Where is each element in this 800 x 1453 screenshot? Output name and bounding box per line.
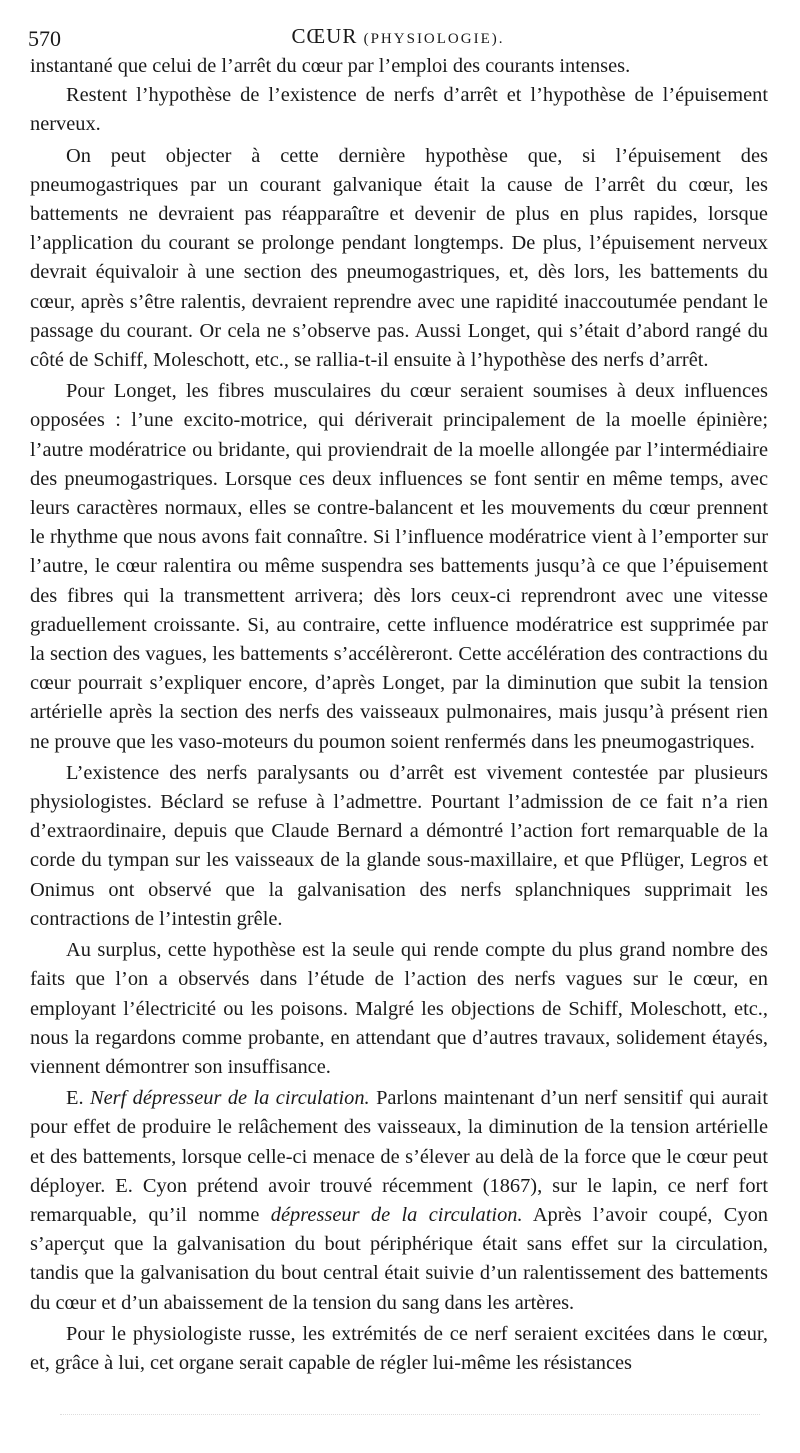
paragraph: On peut objecter à cette dernière hypothèse que, si l’épuisement des pneumogastriques par un courant galvanique était la cause de l’arrêt du cœur, les battements ne devraient pas réapparaître et devenir de plus en plus rapides, lorsque l’application du courant se prolonge pendant longtemps. De plus, l’épuisement nerveux devrait équivaloir à une section des pneumogastriques, et, dès lors, les battements du cœur, après s’être ralentis, devraient reprendre avec une rapidité inaccoutumée pendant le passage du courant. Or cela ne s’observe pas. Aussi Longet, qui s’était d’abord rangé du côté de Schiff, Moleschott, etc., se rallia-t-il ensuite à l’hypothèse des nerfs d’arrêt. — [30, 144, 768, 372]
paragraph-section-e — [30, 1084, 768, 1318]
running-head-title: CŒUR — [291, 24, 358, 48]
section-text-b: Après l’avoir coupé, Cyon s’aperçut que la galvanisation du bout périphérique était sans effet sur la circulation, tandis que la galvanisation du bout central était suivie d’un ralentissement des battements du cœur et d’un abaissement de la tension du sang dans les artères. — [30, 1203, 768, 1314]
italic-term: dépresseur de la circulation. — [270, 1203, 523, 1226]
paragraph: L’existence des nerfs paralysants ou d’arrêt est vivement contestée par plusieurs physiologistes. Béclard se refuse à l’admettre. Pourtant l’admission de ce fait n’a rien d’extraordinaire, depuis que Claude Bernard a démontré l’action fort remarquable de la corde du tympan sur les vaisseaux de la glande sous-maxillaire, et que Pflüger, Legros et Onimus ont observé que la galvanisation des nerfs splanchniques supprimait les contractions de l’intestin grêle. — [30, 761, 768, 930]
page-header — [28, 20, 768, 50]
scan-noise-divider — [60, 1414, 760, 1419]
page-number: 570 — [28, 26, 61, 51]
body-text — [30, 52, 768, 1378]
section-letter: E. — [66, 1087, 84, 1110]
paragraph: Pour Longet, les fibres musculaires du cœur seraient soumises à deux influences opposées : l’une excito-motrice, qui dériverait principalement de la moelle épinière; l’autre modératrice ou bridante, qui proviendrait de la moelle allongée par l’intermédiaire des pneumogastriques. Lorsque ces deux influences se font sentir en même temps, avec leurs caractères normaux, elles se contre-balancent et les mouvements du cœur prennent le rhythme que nous avons fait connaître. Si l’influence modératrice vient à l’emporter sur l’autre, le cœur ralentira ou même suspendra ses battements jusqu’à ce que l’épuisement des fibres qui la transmettent arrivera; dès lors ceux-ci reprendront avec une vitesse graduellement croissante. Si, au contraire, cette influence modératrice est supprimée par la section des vagues, les battements s’accélèreront. Cette accélération des contractions du cœur pourrait s’expliquer encore, d’après Longet, par la diminution que subit la tension artérielle après la section des nerfs des vaisseaux pulmonaires, mais jusqu’à présent rien ne prouve que les vaso-moteurs du poumon soient renfermés dans les pneumogastriques. — [30, 380, 768, 753]
paragraph-continuation: instantané que celui de l’arrêt du cœur par l’emploi des courants intenses. — [30, 55, 631, 77]
running-head — [28, 24, 768, 49]
paragraph: Restent l’hypothèse de l’existence de nerfs d’arrêt et l’hypothèse de l’épuisement nerveux. — [30, 84, 768, 136]
section-title: Nerf dépresseur de la circulation. — [90, 1087, 370, 1110]
paragraph: Pour le physiologiste russe, les extrémités de ce nerf seraient excitées dans le cœur, et, grâce à lui, cet organe serait capable de régler lui-même les résistances — [30, 1322, 768, 1374]
running-head-subtitle: (PHYSIOLOGIE). — [363, 31, 505, 47]
paragraph: Au surplus, cette hypothèse est la seule qui rende compte du plus grand nombre des faits que l’on a observés dans l’étude de l’action des nerfs vagues sur le cœur, en employant l’électricité ou les poisons. Malgré les objections de Schiff, Moleschott, etc., nous la regardons comme probante, en attendant que d’autres travaux, solidement étayés, viennent démontrer son insuffisance. — [30, 939, 768, 1078]
section-text-a: Parlons maintenant d’un nerf sensitif qui aurait pour effet de produire le relâchement des vaisseaux, la diminution de la tension artérielle et des battements, lorsque celle-ci menace de s’élever au delà de la force que le cœur peut déployer. E. Cyon prétend avoir trouvé récemment (1867), sur le lapin, ce nerf fort remarquable, qu’il nomme — [30, 1087, 768, 1226]
